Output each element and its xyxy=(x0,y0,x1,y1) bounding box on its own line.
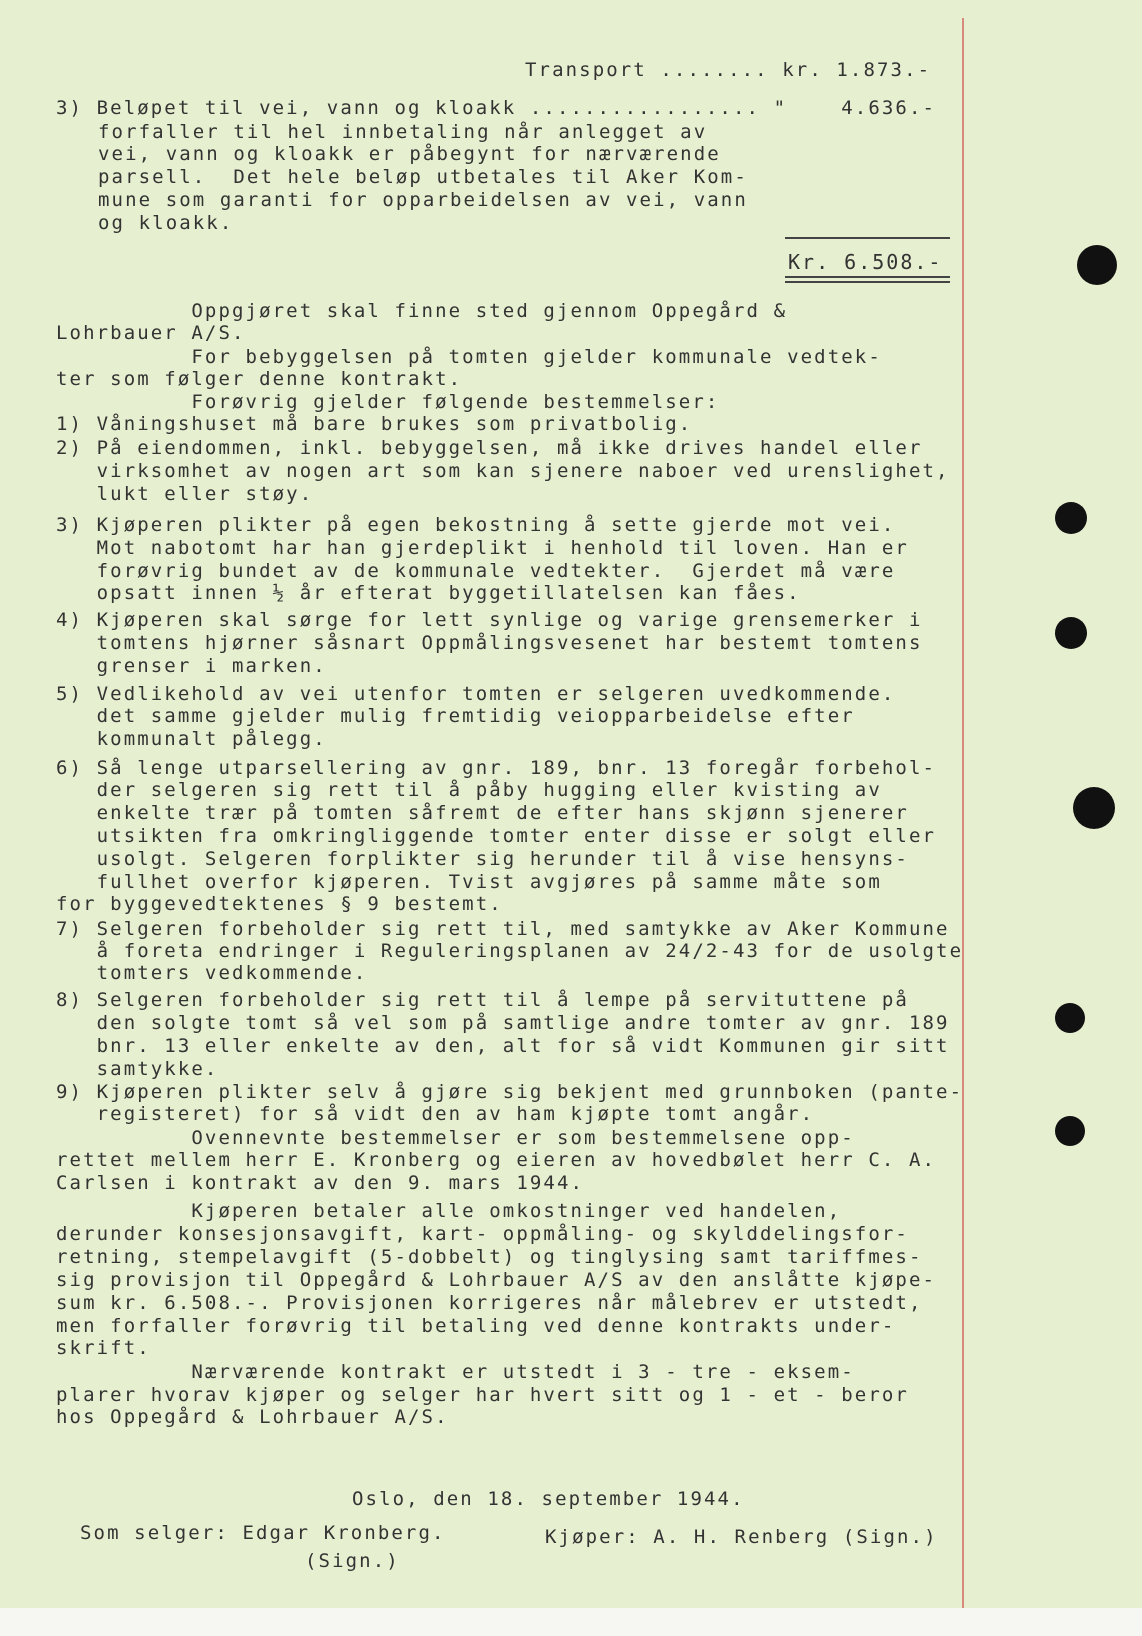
body-line: ter som følger denne kontrakt. xyxy=(56,368,463,390)
body-line: lukt eller støy. xyxy=(56,483,314,505)
body-line: men forfaller forøvrig til betaling ved denne kontrakts under- xyxy=(56,1315,896,1337)
body-line: 5) Vedlikehold av vei utenfor tomten er selgeren uvedkommende. xyxy=(56,683,896,705)
body-line: bnr. 13 eller enkelte av den, alt for så vidt Kommunen gir sitt xyxy=(56,1035,950,1057)
body-line: virksomhet av nogen art som kan sjenere naboer ved urenslighet, xyxy=(56,460,950,482)
body-line: 2) På eiendommen, inkl. bebyggelsen, må ikke drives handel eller xyxy=(56,437,923,459)
body-line: rettet mellem herr E. Kronberg og eieren av hovedbølet herr C. A. xyxy=(56,1149,937,1171)
body-line: 6) Så lenge utparsellering av gnr. 189, bnr. 13 foregår forbehol- xyxy=(56,757,937,779)
body-line: Lohrbauer A/S. xyxy=(56,322,246,344)
body-line: 7) Selgeren forbeholder sig rett til, med samtykke av Aker Kommune xyxy=(56,918,950,940)
body-line: tomters vedkommende. xyxy=(56,962,368,984)
body-line: den solgte tomt så vel som på samtlige andre tomter av gnr. 189 xyxy=(56,1012,950,1034)
body-line: opsatt innen ½ år efterat byggetillatelsen kan fåes. xyxy=(56,582,801,604)
body-line: der selgeren sig rett til å påby hugging eller kvisting av xyxy=(56,779,882,801)
body-line: forøvrig bundet av de kommunale vedtekter. Gjerdet må være xyxy=(56,560,896,582)
body-line: plarer hvorav kjøper og selger har hvert sitt og 1 - et - beror xyxy=(56,1384,909,1406)
body-line: 4) Kjøperen skal sørge for lett synlige og varige grensemerker i xyxy=(56,609,923,631)
seller-sign-note: (Sign.) xyxy=(305,1550,400,1572)
punch-hole-6 xyxy=(1055,1116,1085,1146)
item-3-heading: 3) Beløpet til vei, vann og kloakk ................. " 4.636.- xyxy=(56,97,937,119)
vei-text-line: og kloakk. xyxy=(98,212,234,234)
body-line: Nærværende kontrakt er utstedt i 3 - tre - eksem- xyxy=(56,1361,855,1383)
body-line: Oppgjøret skal finne sted gjennom Oppegård & xyxy=(56,300,788,322)
punch-hole-2 xyxy=(1055,502,1087,534)
body-line: fullhet overfor kjøperen. Tvist avgjøres på samme måte som xyxy=(56,871,882,893)
body-line: Forøvrig gjelder følgende bestemmelser: xyxy=(56,391,720,413)
vei-text-line: mune som garanti for opparbeidelsen av vei, vann xyxy=(98,189,748,211)
body-line: kommunalt pålegg. xyxy=(56,728,327,750)
vei-text-line: forfaller til hel innbetaling når anlegget av xyxy=(98,121,708,143)
body-line: Kjøperen betaler alle omkostninger ved handelen, xyxy=(56,1200,842,1222)
punch-hole-5 xyxy=(1055,1003,1085,1033)
body-line: 9) Kjøperen plikter selv å gjøre sig bekjent med grunnboken (pante- xyxy=(56,1081,964,1103)
body-line: skrift. xyxy=(56,1337,151,1359)
body-line: å foreta endringer i Reguleringsplanen av 24/2-43 for de usolgte xyxy=(56,940,964,962)
page-bottom-edge xyxy=(0,1608,1142,1636)
sum-rule-bottom-2 xyxy=(785,281,950,283)
date-line: Oslo, den 18. september 1944. xyxy=(352,1488,745,1510)
punch-hole-3 xyxy=(1055,617,1087,649)
buyer-signature: Kjøper: A. H. Renberg (Sign.) xyxy=(545,1526,938,1548)
body-line: For bebyggelsen på tomten gjelder kommunale vedtek- xyxy=(56,346,882,368)
body-line: usolgt. Selgeren forplikter sig herunder til å vise hensyns- xyxy=(56,848,909,870)
vei-text-line: parsell. Det hele beløp utbetales til Aker Kom- xyxy=(98,166,748,188)
vei-text-line: vei, vann og kloakk er påbegynt for nærværende xyxy=(98,143,721,165)
body-line: registeret) for så vidt den av ham kjøpte tomt angår. xyxy=(56,1103,815,1125)
body-line: hos Oppegård & Lohrbauer A/S. xyxy=(56,1406,449,1428)
body-line: Ovennevnte bestemmelser er som bestemmelsene opp- xyxy=(56,1127,855,1149)
body-line: 8) Selgeren forbeholder sig rett til å lempe på servituttene på xyxy=(56,989,909,1011)
seller-signature: Som selger: Edgar Kronberg. xyxy=(80,1522,446,1544)
body-line: for byggevedtektenes § 9 bestemt. xyxy=(56,893,503,915)
body-line: enkelte trær på tomten såfremt de efter hans skjønn sjenerer xyxy=(56,802,909,824)
body-line: 1) Våningshuset må bare brukes som privatbolig. xyxy=(56,413,693,435)
body-line: Carlsen i kontrakt av den 9. mars 1944. xyxy=(56,1172,585,1194)
body-line: tomtens hjørner såsnart Oppmålingsvesenet har bestemt tomtens xyxy=(56,632,923,654)
body-line: utsikten fra omkringliggende tomter enter disse er solgt eller xyxy=(56,825,937,847)
sum-rule-bottom-1 xyxy=(785,276,950,278)
body-line: derunder konsesjonsavgift, kart- oppmåling- og skylddelingsfor- xyxy=(56,1223,909,1245)
sum-rule-top xyxy=(785,237,950,239)
transport-line: Transport ........ kr. 1.873.- xyxy=(525,59,932,81)
punch-hole-4 xyxy=(1073,787,1115,829)
body-line: retning, stempelavgift (5-dobbelt) og tinglysing samt tariffmes- xyxy=(56,1246,923,1268)
body-line: samtykke. xyxy=(56,1058,219,1080)
body-line: sum kr. 6.508.-. Provisjonen korrigeres når målebrev er utstedt, xyxy=(56,1292,923,1314)
body-line: sig provisjon til Oppegård & Lohrbauer A/S av den anslåtte kjøpe- xyxy=(56,1269,937,1291)
body-line: Mot nabotomt har han gjerdeplikt i henhold til loven. Han er xyxy=(56,537,909,559)
body-line: 3) Kjøperen plikter på egen bekostning å sette gjerde mot vei. xyxy=(56,514,896,536)
total-amount: Kr. 6.508.- xyxy=(788,250,943,274)
body-line: det samme gjelder mulig fremtidig veiopparbeidelse efter xyxy=(56,705,855,727)
margin-line xyxy=(962,18,964,1618)
body-line: grenser i marken. xyxy=(56,655,327,677)
punch-hole-1 xyxy=(1077,245,1117,285)
